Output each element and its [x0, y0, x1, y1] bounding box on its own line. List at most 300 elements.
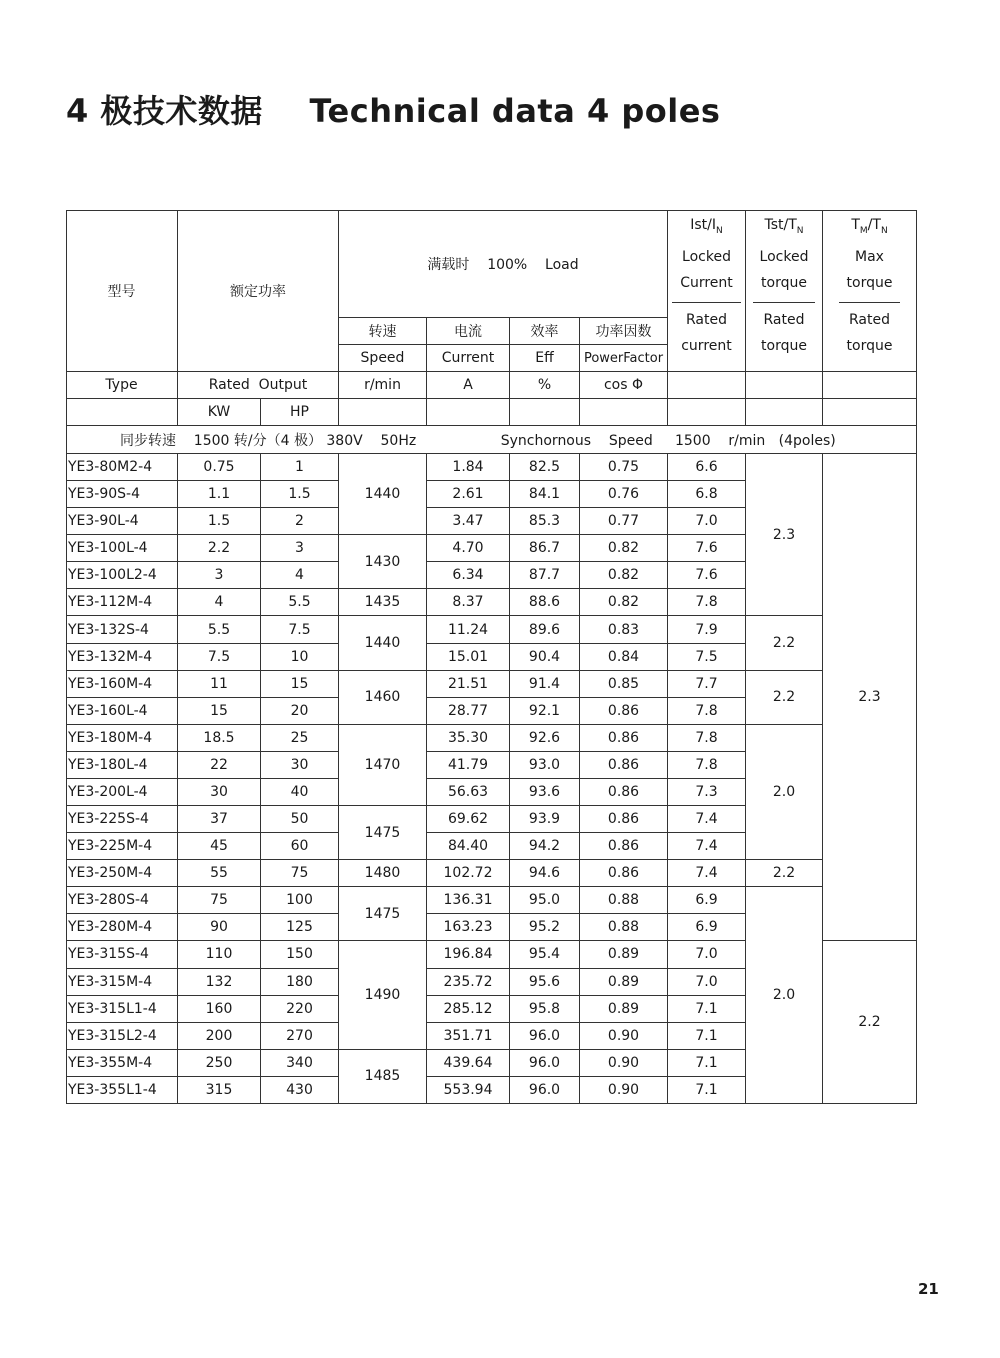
speed-group-cell-value: 1475 — [364, 905, 401, 922]
speed-group-cell — [339, 887, 427, 941]
row-hp: 220 — [286, 1000, 313, 1017]
row-type: YE3-80M2-4 — [68, 459, 153, 476]
tst-group-cell — [746, 454, 823, 616]
row-current: 15.01 — [447, 648, 489, 665]
header-blank-cell — [427, 399, 510, 426]
row-current: 3.47 — [452, 513, 484, 530]
page-number: 21 — [918, 1280, 939, 1298]
row-eff-cell — [510, 941, 580, 968]
row-hp: 1 — [295, 459, 304, 476]
header-tm-line4-text: torque — [846, 337, 893, 354]
header-blank-cell — [668, 399, 746, 426]
row-kw: 1.5 — [207, 513, 231, 530]
row-ist-cell — [668, 1050, 746, 1077]
row-ist: 7.8 — [695, 594, 718, 611]
row-type: YE3-225S-4 — [68, 811, 149, 828]
row-current-cell — [427, 671, 510, 698]
header-rated-output-cn-cell — [178, 210, 339, 372]
row-pf-cell — [580, 481, 668, 508]
row-kw: 75 — [210, 892, 228, 909]
row-pf: 0.82 — [607, 594, 640, 611]
row-kw: 3 — [214, 567, 224, 584]
header-eff-unit: % — [537, 377, 552, 393]
row-eff: 89.6 — [528, 621, 561, 638]
row-current-cell — [427, 752, 510, 779]
header-kw: KW — [207, 404, 231, 420]
row-hp: 270 — [286, 1027, 313, 1044]
tst-group-cell — [746, 860, 823, 887]
header-ist-line1-text: Locked — [682, 248, 731, 265]
header-speed-cn-cell — [339, 318, 427, 345]
row-hp: 150 — [286, 946, 313, 963]
row-hp: 125 — [286, 919, 313, 936]
header-hp: HP — [290, 404, 309, 420]
row-current-cell — [427, 860, 510, 887]
tm-sub2: N — [880, 225, 888, 236]
row-kw-cell — [178, 671, 261, 698]
speed-group-cell-value: 1430 — [364, 553, 401, 570]
header-ist-line3 — [686, 307, 727, 333]
row-kw: 90 — [210, 919, 228, 936]
header-ist-line1 — [682, 244, 731, 270]
row-type-cell — [66, 914, 178, 941]
header-tm-line3 — [849, 307, 890, 333]
row-type: YE3-160M-4 — [68, 675, 153, 692]
speed-group-cell-value: 1485 — [364, 1068, 401, 1085]
header-current-cn-cell — [427, 318, 510, 345]
row-current-cell — [427, 616, 510, 643]
header-pf-unit: cos Φ — [603, 377, 644, 393]
row-hp-cell — [261, 833, 339, 860]
row-eff: 88.6 — [528, 594, 561, 611]
header-ist-line4-text: current — [681, 337, 732, 354]
row-hp: 25 — [290, 729, 309, 746]
row-pf-cell — [580, 887, 668, 914]
row-type-cell — [66, 1023, 178, 1050]
row-hp: 15 — [290, 675, 309, 692]
row-current-cell — [427, 887, 510, 914]
row-current: 6.34 — [452, 567, 484, 584]
page-title: 4 极技术数据 Technical data 4 poles — [66, 92, 721, 130]
row-hp: 60 — [290, 838, 309, 855]
row-current: 439.64 — [443, 1054, 493, 1071]
row-current-cell — [427, 779, 510, 806]
row-hp-cell — [261, 1023, 339, 1050]
row-kw-cell — [178, 1077, 261, 1104]
row-type: YE3-132S-4 — [68, 621, 149, 638]
row-ist-cell — [668, 725, 746, 752]
row-type-cell — [66, 779, 178, 806]
row-pf: 0.90 — [607, 1081, 640, 1098]
row-kw: 315 — [205, 1081, 233, 1098]
header-full-load: 满载时 100% Load — [427, 256, 579, 273]
row-eff-cell — [510, 562, 580, 589]
speed-group-cell — [339, 860, 427, 887]
row-kw-cell — [178, 616, 261, 643]
row-pf: 0.86 — [607, 756, 640, 773]
speed-group-cell-value: 1475 — [364, 824, 401, 841]
row-kw: 55 — [210, 865, 228, 882]
header-tm-blank-cell — [823, 372, 917, 399]
row-current-cell — [427, 725, 510, 752]
row-hp: 3 — [295, 540, 304, 557]
row-hp-cell — [261, 1077, 339, 1104]
header-tm-line2-underline — [839, 270, 901, 303]
row-pf-cell — [580, 535, 668, 562]
row-pf-cell — [580, 508, 668, 535]
row-hp: 430 — [286, 1081, 313, 1098]
row-current-cell — [427, 996, 510, 1023]
row-type-cell — [66, 671, 178, 698]
row-type-cell — [66, 833, 178, 860]
row-kw-cell — [178, 644, 261, 671]
row-type: YE3-355M-4 — [68, 1054, 153, 1071]
row-current-cell — [427, 1077, 510, 1104]
row-type: YE3-200L-4 — [68, 783, 148, 800]
row-type-cell — [66, 454, 178, 481]
row-pf-cell — [580, 860, 668, 887]
row-hp: 50 — [290, 811, 309, 828]
row-current: 196.84 — [443, 946, 493, 963]
header-ist-line2-text: Current — [680, 274, 733, 291]
row-type-cell — [66, 887, 178, 914]
row-hp: 340 — [286, 1054, 313, 1071]
row-type: YE3-180L-4 — [68, 756, 148, 773]
header-tst — [746, 210, 823, 372]
row-eff-cell — [510, 833, 580, 860]
row-current: 1.84 — [452, 459, 484, 476]
row-eff-cell — [510, 914, 580, 941]
row-type-cell — [66, 589, 178, 616]
row-pf: 0.86 — [607, 783, 640, 800]
header-eff-en-cell — [510, 345, 580, 372]
row-current: 2.61 — [452, 486, 484, 503]
row-eff-cell — [510, 671, 580, 698]
row-current-cell — [427, 508, 510, 535]
row-hp-cell — [261, 914, 339, 941]
speed-group-cell-value: 1440 — [364, 635, 401, 652]
row-kw-cell — [178, 887, 261, 914]
speed-group-cell — [339, 806, 427, 860]
header-current-unit-cell — [427, 372, 510, 399]
row-eff-cell — [510, 969, 580, 996]
header-pf-unit-cell — [580, 372, 668, 399]
header-speed-en-cell — [339, 345, 427, 372]
row-pf: 0.76 — [607, 486, 640, 503]
row-pf: 0.88 — [607, 892, 640, 909]
row-ist: 7.0 — [695, 946, 718, 963]
row-hp-cell — [261, 779, 339, 806]
header-tm-line4 — [847, 333, 893, 359]
row-ist: 7.1 — [695, 1054, 718, 1071]
row-eff-cell — [510, 1023, 580, 1050]
row-type-cell — [66, 1077, 178, 1104]
speed-group-cell-value: 1480 — [364, 865, 401, 882]
row-hp: 40 — [290, 783, 309, 800]
header-tst-line4-text: torque — [761, 337, 807, 354]
row-ist: 7.1 — [695, 1000, 718, 1017]
row-pf-cell — [580, 1077, 668, 1104]
row-ist: 7.0 — [695, 513, 718, 530]
row-kw: 2.2 — [207, 540, 231, 557]
row-type: YE3-315L1-4 — [68, 1000, 157, 1017]
row-eff-cell — [510, 616, 580, 643]
header-type-cn-cell — [66, 210, 178, 372]
row-hp-cell — [261, 941, 339, 968]
row-type-cell — [66, 752, 178, 779]
row-current: 35.30 — [447, 729, 489, 746]
tm-t: T — [851, 217, 860, 233]
row-pf: 0.89 — [607, 946, 640, 963]
header-tst-line2-underline — [753, 270, 815, 303]
row-pf: 0.86 — [607, 702, 640, 719]
row-ist: 7.4 — [695, 865, 718, 882]
row-pf: 0.83 — [607, 621, 640, 638]
header-tst-line3-text: Rated — [763, 311, 805, 328]
row-current-cell — [427, 833, 510, 860]
row-kw: 4 — [214, 594, 224, 611]
row-kw-cell — [178, 454, 261, 481]
row-hp-cell — [261, 562, 339, 589]
tst-group-cell-value: 2.0 — [772, 783, 796, 800]
row-current: 102.72 — [443, 865, 493, 882]
row-ist: 7.4 — [695, 838, 718, 855]
row-pf: 0.86 — [607, 729, 640, 746]
header-tm-line1 — [855, 244, 884, 270]
header-blank-cell — [580, 399, 668, 426]
row-ist-cell — [668, 860, 746, 887]
row-pf: 0.88 — [607, 919, 640, 936]
row-hp: 10 — [290, 648, 309, 665]
row-type-cell — [66, 806, 178, 833]
row-ist-cell — [668, 589, 746, 616]
row-hp-cell — [261, 644, 339, 671]
row-current-cell — [427, 941, 510, 968]
row-current: 235.72 — [443, 973, 493, 990]
row-pf: 0.77 — [607, 513, 640, 530]
row-ist-cell — [668, 914, 746, 941]
row-kw: 30 — [210, 783, 228, 800]
row-hp: 75 — [290, 865, 309, 882]
row-hp-cell — [261, 589, 339, 616]
row-eff: 95.6 — [528, 973, 561, 990]
row-type-cell — [66, 698, 178, 725]
row-kw-cell — [178, 1023, 261, 1050]
row-hp-cell — [261, 508, 339, 535]
row-current-cell — [427, 806, 510, 833]
tm-group-cell-value: 2.3 — [858, 689, 881, 706]
row-eff: 95.4 — [528, 946, 561, 963]
row-kw-cell — [178, 535, 261, 562]
row-hp-cell — [261, 860, 339, 887]
row-kw-cell — [178, 562, 261, 589]
row-type: YE3-315L2-4 — [68, 1027, 157, 1044]
row-kw-cell — [178, 833, 261, 860]
row-ist-cell — [668, 996, 746, 1023]
row-ist: 6.9 — [695, 919, 718, 936]
header-blank-cell — [339, 399, 427, 426]
row-current-cell — [427, 1050, 510, 1077]
tst-group-cell-value: 2.2 — [772, 865, 796, 882]
row-current-cell — [427, 644, 510, 671]
row-ist: 7.7 — [695, 675, 718, 692]
row-pf-cell — [580, 752, 668, 779]
row-ist-cell — [668, 616, 746, 643]
row-ist-cell — [668, 1077, 746, 1104]
row-ist: 7.9 — [695, 621, 718, 638]
row-hp-cell — [261, 887, 339, 914]
row-type: YE3-90L-4 — [68, 513, 139, 530]
header-type-en-cell — [66, 372, 178, 399]
row-ist: 7.5 — [695, 648, 718, 665]
row-current-cell — [427, 1023, 510, 1050]
row-kw-cell — [178, 752, 261, 779]
row-ist-cell — [668, 454, 746, 481]
row-eff: 95.2 — [528, 919, 561, 936]
row-hp-cell — [261, 481, 339, 508]
row-eff: 96.0 — [528, 1027, 561, 1044]
header-type-en: Type — [105, 377, 138, 393]
row-pf-cell — [580, 996, 668, 1023]
row-current: 11.24 — [447, 621, 489, 638]
row-current: 69.62 — [447, 811, 489, 828]
header-rated-output-en: Rated Output — [208, 377, 308, 393]
row-type: YE3-112M-4 — [68, 594, 153, 611]
header-blank-cell — [746, 399, 823, 426]
row-kw: 200 — [205, 1027, 233, 1044]
row-eff: 85.3 — [528, 513, 561, 530]
row-ist: 6.8 — [695, 486, 718, 503]
row-kw-cell — [178, 969, 261, 996]
row-pf-cell — [580, 969, 668, 996]
row-eff: 86.7 — [528, 540, 561, 557]
row-type-cell — [66, 860, 178, 887]
row-type-cell — [66, 996, 178, 1023]
header-pf-cn: 功率因数 — [595, 324, 652, 340]
header-ist-line2-underline — [672, 270, 741, 303]
row-pf-cell — [580, 1023, 668, 1050]
row-pf: 0.90 — [607, 1054, 640, 1071]
header-tst-ratio — [764, 212, 803, 244]
row-eff: 95.0 — [528, 892, 561, 909]
row-hp: 2 — [295, 513, 304, 530]
row-current: 8.37 — [452, 594, 484, 611]
row-eff: 95.8 — [528, 1000, 561, 1017]
row-type-cell — [66, 616, 178, 643]
row-pf: 0.84 — [607, 648, 640, 665]
row-current: 21.51 — [447, 675, 489, 692]
row-current: 553.94 — [443, 1081, 493, 1098]
row-current-cell — [427, 535, 510, 562]
row-kw: 132 — [205, 973, 233, 990]
row-kw: 45 — [210, 838, 228, 855]
row-current: 28.77 — [447, 702, 489, 719]
row-kw-cell — [178, 860, 261, 887]
row-type-cell — [66, 1050, 178, 1077]
row-hp-cell — [261, 725, 339, 752]
row-kw: 15 — [210, 702, 228, 719]
header-type-blank-cell — [66, 399, 178, 426]
header-current-unit: A — [463, 377, 473, 393]
row-pf: 0.86 — [607, 811, 640, 828]
row-type: YE3-250M-4 — [68, 865, 153, 882]
row-current: 56.63 — [447, 783, 489, 800]
row-ist-cell — [668, 752, 746, 779]
speed-group-cell — [339, 535, 427, 589]
row-pf-cell — [580, 806, 668, 833]
row-pf: 0.86 — [607, 865, 640, 882]
header-hp-cell — [261, 399, 339, 426]
header-current-en: Current — [441, 350, 495, 366]
row-kw: 37 — [210, 811, 228, 828]
row-hp-cell — [261, 752, 339, 779]
row-type: YE3-132M-4 — [68, 648, 153, 665]
row-eff: 87.7 — [528, 567, 561, 584]
row-current-cell — [427, 562, 510, 589]
header-type-cn: 型号 — [107, 283, 136, 300]
row-ist-cell — [668, 481, 746, 508]
row-eff: 93.0 — [528, 756, 561, 773]
row-kw-cell — [178, 1050, 261, 1077]
row-kw: 110 — [205, 946, 233, 963]
row-kw-cell — [178, 589, 261, 616]
row-hp: 100 — [286, 892, 313, 909]
header-eff-cn: 效率 — [530, 324, 559, 340]
row-ist: 7.4 — [695, 811, 718, 828]
row-kw-cell — [178, 481, 261, 508]
header-current-cn: 电流 — [454, 324, 482, 340]
row-eff-cell — [510, 779, 580, 806]
ist-top: Ist/I — [690, 217, 717, 233]
row-hp: 4 — [295, 567, 304, 584]
row-kw-cell — [178, 941, 261, 968]
speed-group-cell — [339, 671, 427, 725]
header-tst-line1 — [760, 244, 809, 270]
row-eff: 90.4 — [528, 648, 561, 665]
speed-group-cell-value: 1435 — [364, 594, 401, 611]
row-eff-cell — [510, 589, 580, 616]
row-hp-cell — [261, 969, 339, 996]
row-hp-cell — [261, 671, 339, 698]
row-eff-cell — [510, 725, 580, 752]
speed-group-cell — [339, 1050, 427, 1104]
speed-group-cell-value: 1490 — [364, 987, 401, 1004]
header-ist-line2 — [672, 270, 741, 303]
tst-group-cell-value: 2.2 — [772, 635, 796, 652]
row-ist-cell — [668, 644, 746, 671]
header-tm-line3-text: Rated — [849, 311, 890, 328]
row-ist-cell — [668, 671, 746, 698]
row-type: YE3-315S-4 — [68, 946, 149, 963]
row-current: 285.12 — [443, 1000, 493, 1017]
speed-group-cell-value: 1470 — [364, 756, 401, 773]
header-rated-output-cn: 额定功率 — [230, 283, 286, 300]
row-type: YE3-355L1-4 — [68, 1081, 157, 1098]
row-current: 84.40 — [447, 838, 489, 855]
row-pf-cell — [580, 833, 668, 860]
row-pf-cell — [580, 562, 668, 589]
tst-group-cell-value: 2.2 — [772, 689, 796, 706]
row-eff-cell — [510, 752, 580, 779]
header-eff-unit-cell — [510, 372, 580, 399]
row-eff-cell — [510, 806, 580, 833]
row-type-cell — [66, 508, 178, 535]
row-kw-cell — [178, 996, 261, 1023]
row-current-cell — [427, 698, 510, 725]
row-pf: 0.89 — [607, 1000, 640, 1017]
row-ist: 7.8 — [695, 702, 718, 719]
header-tm-line2-text: torque — [846, 274, 893, 291]
